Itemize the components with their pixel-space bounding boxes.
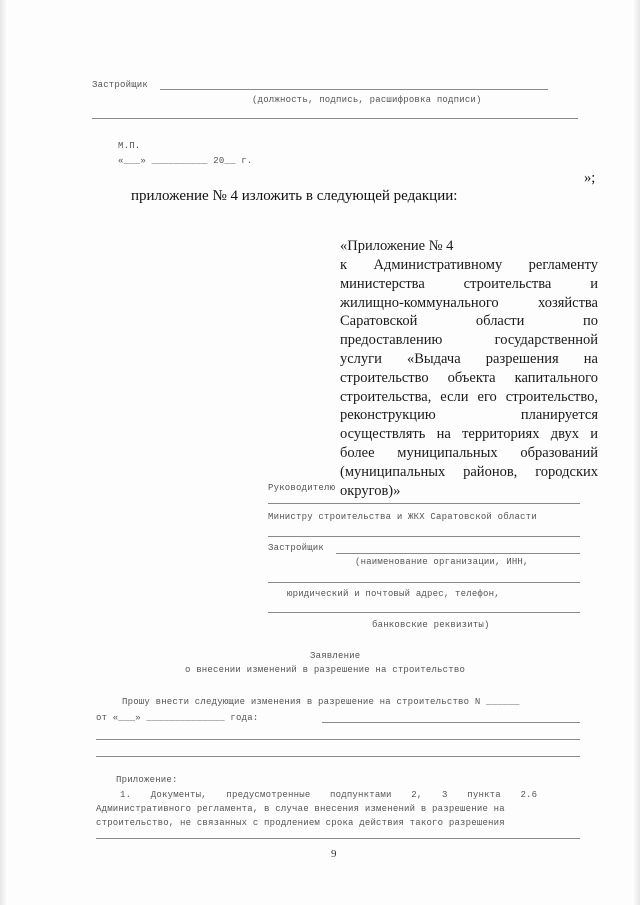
annex-line: министерства строительства и xyxy=(340,275,598,292)
annex-line: округов)» xyxy=(340,482,401,499)
application-title: Заявление xyxy=(310,651,361,661)
closing-quote: »; xyxy=(584,170,596,186)
signature-caption: (должность, подпись, расшифровка подписи) xyxy=(252,95,482,105)
scan-edge-right xyxy=(634,0,640,905)
request-fill-line-1 xyxy=(322,722,580,723)
developer-name-line xyxy=(336,553,580,554)
ministry-name: Министру строительства и ЖКХ Саратовской области xyxy=(268,512,537,522)
annex-line: (муниципальных районов, городских xyxy=(340,463,598,480)
request-date-prefix: от «___» ______________ года: xyxy=(96,713,259,723)
addressee-line-1 xyxy=(268,503,580,504)
separator-line xyxy=(92,118,578,119)
annex-line: жилищно-коммунального хозяйства xyxy=(340,294,598,311)
attachments-label: Приложение: xyxy=(116,775,178,785)
developer-signature-line xyxy=(160,89,548,90)
attachment-item-line: Административного регламента, в случае внесения изменений в разрешение на xyxy=(96,804,505,814)
request-line: Прошу внести следующие изменения в разрешение на строительство N ______ xyxy=(122,697,520,707)
annex-line: предоставлению государственной xyxy=(340,332,598,349)
annex-line: услуги «Выдача разрешения на xyxy=(340,350,598,367)
annex-line: строительство объекта капитального xyxy=(340,369,598,386)
attachment-item-line: строительство, не связанных с продлением срока действия такого разрешения xyxy=(96,818,505,828)
instruction-text: приложение № 4 изложить в следующей редакции: xyxy=(131,188,458,204)
annex-body xyxy=(340,256,598,500)
head-label: Руководителю xyxy=(268,483,336,493)
addressee-line-3 xyxy=(268,582,580,583)
request-fill-line-2 xyxy=(96,739,580,740)
addressee-line-2 xyxy=(268,536,580,537)
page-number: 9 xyxy=(331,848,337,860)
request-fill-line-3 xyxy=(96,756,580,757)
annex-line: реконструкцию планируется xyxy=(340,407,598,424)
attachment-item-line: 1. Документы, предусмотренные подпунктами 2, 3 пункта 2.6 xyxy=(120,790,538,800)
addressee-line-4 xyxy=(268,612,580,613)
org-caption: (наименование организации, ИНН, xyxy=(355,557,529,567)
seal-label: М.П. xyxy=(118,141,141,151)
annex-title: «Приложение № 4 xyxy=(340,238,454,254)
annex-line: осуществлять на территориях двух и xyxy=(340,426,598,443)
annex-line: более муниципальных образований xyxy=(340,444,598,461)
annex-header xyxy=(340,237,598,500)
address-caption: юридический и почтовый адрес, телефон, xyxy=(287,589,500,599)
application-subtitle: о внесении изменений в разрешение на строительство xyxy=(185,665,466,675)
developer-label: Застройщик xyxy=(92,80,149,90)
addressee-developer-label: Застройщик xyxy=(268,543,325,553)
annex-line: строительства, если его строительство, xyxy=(340,388,598,405)
scan-edge-left xyxy=(0,0,6,905)
attachment-fill-line xyxy=(96,838,580,839)
annex-line: Саратовской области по xyxy=(340,313,598,330)
bank-caption: банковские реквизиты) xyxy=(372,620,490,630)
date-line: «___» __________ 20__ г. xyxy=(118,156,253,166)
annex-line: к Административному регламенту xyxy=(340,257,598,273)
